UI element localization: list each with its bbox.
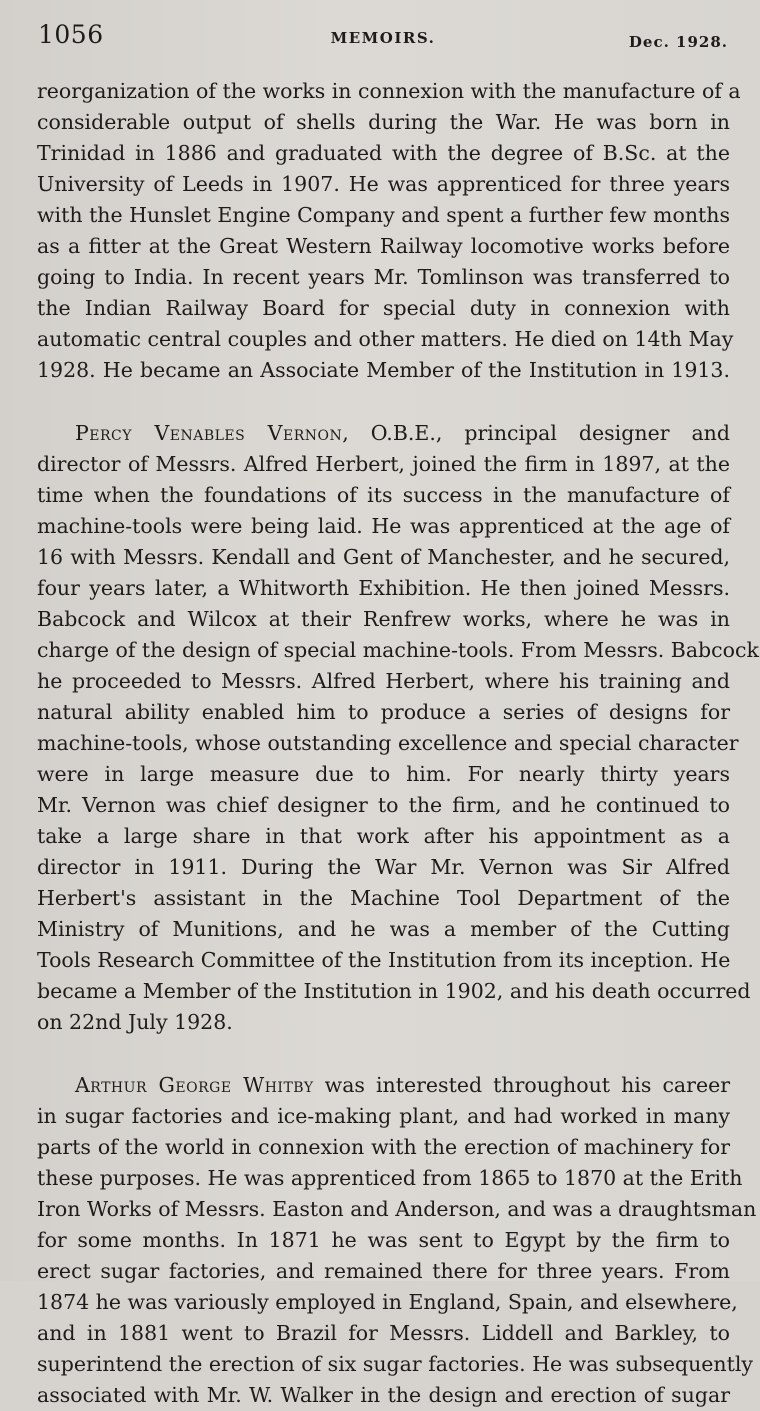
- text-line: natural ability enabled him to produce a series of designs for: [37, 700, 730, 724]
- text-line: became a Member of the Institution in 1902, and his death occurred: [37, 979, 751, 1003]
- memoir-name: Arthur George Whitby: [75, 1073, 314, 1097]
- text-line: [37, 418, 730, 449]
- text-line: superintend the erection of six sugar factories. He was subsequently: [37, 1352, 753, 1376]
- text-line: automatic central couples and other matters. He died on 14th May: [37, 327, 734, 351]
- text-line: as a fitter at the Great Western Railway locomotive works before: [37, 234, 730, 258]
- text-line: director in 1911. During the War Mr. Vernon was Sir Alfred: [37, 855, 730, 879]
- text-line: charge of the design of special machine-tools. From Messrs. Babcock: [37, 638, 759, 662]
- paragraph-whitby: [37, 1070, 757, 1411]
- text-line: the Indian Railway Board for special duty in connexion with: [37, 296, 730, 320]
- text-line-rest: , O.B.E., principal designer and: [342, 421, 730, 445]
- text-line: considerable output of shells during the War. He was born in: [37, 110, 730, 134]
- memoir-name: Percy Venables Vernon: [75, 421, 343, 445]
- running-title: MEMOIRS.: [330, 29, 436, 47]
- text-line: 1928. He became an Associate Member of the Institution in 1913.: [37, 358, 730, 382]
- text-line: were in large measure due to him. For nearly thirty years: [37, 762, 730, 786]
- text-line: 16 with Messrs. Kendall and Gent of Manchester, and he secured,: [37, 545, 730, 569]
- text-line: Babcock and Wilcox at their Renfrew works, where he was in: [37, 607, 730, 631]
- text-line: and in 1881 went to Brazil for Messrs. Liddell and Barkley, to: [37, 1321, 730, 1345]
- text-line: for some months. In 1871 he was sent to Egypt by the firm to: [37, 1228, 730, 1252]
- text-line: on 22nd July 1928.: [37, 1010, 233, 1034]
- text-line: reorganization of the works in connexion with the manufacture of a: [37, 79, 741, 103]
- memoir-text: [37, 76, 759, 1411]
- text-line: Iron Works of Messrs. Easton and Anderson, and was a draughtsman: [37, 1197, 757, 1221]
- text-line: take a large share in that work after his appointment as a: [37, 824, 730, 848]
- text-line: 1874 he was variously employed in England, Spain, and elsewhere,: [37, 1290, 738, 1314]
- text-line: these purposes. He was apprenticed from 1865 to 1870 at the Erith: [37, 1166, 743, 1190]
- text-line: director of Messrs. Alfred Herbert, joined the firm in 1897, at the: [37, 452, 730, 476]
- text-line: parts of the world in connexion with the erection of machinery for: [37, 1135, 730, 1159]
- issue-date: Dec. 1928.: [628, 33, 728, 51]
- text-line: time when the foundations of its success in the manufacture of: [37, 483, 730, 507]
- text-line: Tools Research Committee of the Institution from its inception. He: [37, 948, 731, 972]
- text-line: with the Hunslet Engine Company and spent a further few months: [37, 203, 730, 227]
- text-line: machine-tools, whose outstanding excellence and special character: [37, 731, 739, 755]
- text-line: [37, 1070, 730, 1101]
- page-number: 1056: [38, 20, 104, 49]
- text-line: machine-tools were being laid. He was apprenticed at the age of: [37, 514, 730, 538]
- text-line: Ministry of Munitions, and he was a member of the Cutting: [37, 917, 730, 941]
- text-line: University of Leeds in 1907. He was apprenticed for three years: [37, 172, 730, 196]
- text-line-rest: was interested throughout his career: [313, 1073, 731, 1097]
- page-header: [38, 20, 728, 60]
- text-line: he proceeded to Messrs. Alfred Herbert, where his training and: [37, 669, 730, 693]
- text-line: going to India. In recent years Mr. Tomlinson was transferred to: [37, 265, 730, 289]
- text-line: in sugar factories and ice-making plant, and had worked in many: [37, 1104, 730, 1128]
- text-line: erect sugar factories, and remained there for three years. From: [37, 1259, 730, 1283]
- text-line: Herbert's assistant in the Machine Tool Department of the: [37, 886, 730, 910]
- text-line: Trinidad in 1886 and graduated with the degree of B.Sc. at the: [37, 141, 730, 165]
- text-line: four years later, a Whitworth Exhibition. He then joined Messrs.: [37, 576, 730, 600]
- paragraph-tomlinson: [37, 76, 741, 386]
- text-line: associated with Mr. W. Walker in the design and erection of sugar: [37, 1383, 730, 1407]
- text-line: Mr. Vernon was chief designer to the firm, and he continued to: [37, 793, 730, 817]
- paragraph-vernon: [37, 418, 759, 1038]
